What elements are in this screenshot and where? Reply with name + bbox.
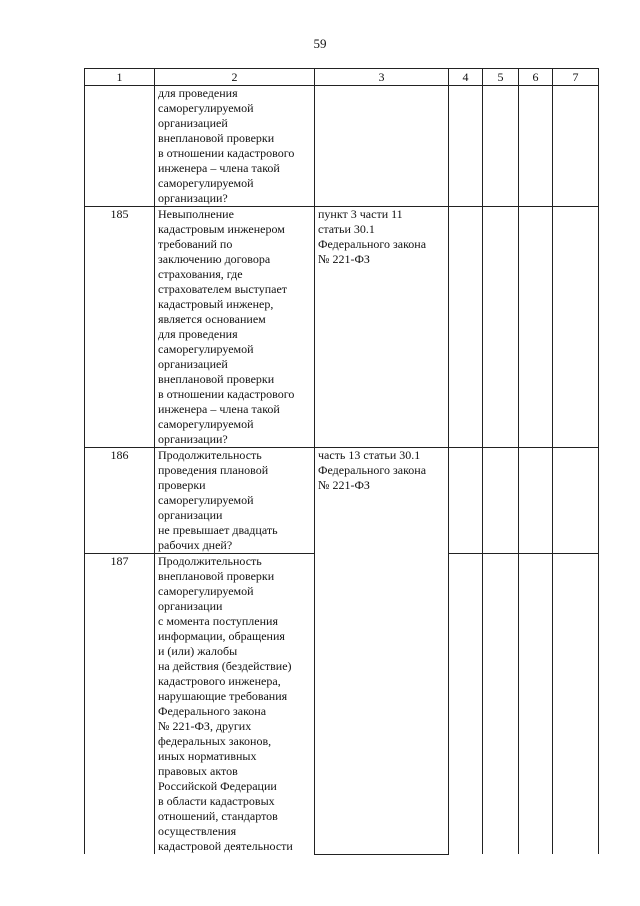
- legal-basis: пункт 3 части 11 статьи 30.1 Федерального закона № 221-ФЗ: [315, 207, 449, 448]
- requirement-text: Продолжительность проведения плановой проверки саморегулируемой организации не превышает двадцать рабочих дней?: [155, 448, 315, 554]
- answer-cell-no: [483, 86, 519, 207]
- requirements-table: [84, 68, 599, 855]
- requirement-text: для проведения саморегулируемой организацией внеплановой проверки в отношении кадастрового инженера – члена такой саморегулируемой организации?: [155, 86, 315, 207]
- answer-cell-na: [519, 86, 553, 207]
- row-number: [85, 86, 155, 207]
- header-col-2: 2: [155, 69, 315, 86]
- answer-cell-na: [519, 448, 553, 554]
- answer-cell-no: [483, 554, 519, 855]
- table-row: [85, 86, 599, 207]
- answer-cell-na: [519, 207, 553, 448]
- requirement-text: Невыполнение кадастровым инженером требований по заключению договора страхования, где страхователем выступает кадастровый инженер, является основанием для проведения саморегулируемой организацией внеплановой проверки в отношении кадастрового инженера – члена такой саморегулируемой организации?: [155, 207, 315, 448]
- answer-cell-na: [519, 554, 553, 855]
- answer-cell-yes: [449, 207, 483, 448]
- answer-cell-no: [483, 448, 519, 554]
- notes-cell: [553, 554, 599, 855]
- page-number: 59: [313, 36, 327, 51]
- answer-cell-yes: [449, 554, 483, 855]
- notes-cell: [553, 207, 599, 448]
- legal-basis: часть 13 статьи 30.1 Федерального закона № 221-ФЗ: [315, 448, 449, 855]
- header-col-3: 3: [315, 69, 449, 86]
- header-col-4: 4: [449, 69, 483, 86]
- table-header-row: [85, 69, 599, 86]
- requirement-text: Продолжительность внеплановой проверки саморегулируемой организации с момента поступления информации, обращения и (или) жалобы на действия (бездействие) кадастрового инженера, нарушающие требования Федерального закона № 221-ФЗ, других федеральных законов, иных нормативных правовых актов Российской Федерации в области кадастровых отношений, стандартов осуществления кадастровой деятельности: [155, 554, 315, 855]
- row-number: 186: [85, 448, 155, 554]
- header-col-5: 5: [483, 69, 519, 86]
- table-row: [85, 207, 599, 448]
- row-number: 185: [85, 207, 155, 448]
- header-col-7: 7: [553, 69, 599, 86]
- row-number: 187: [85, 554, 155, 855]
- header-col-1: 1: [85, 69, 155, 86]
- answer-cell-yes: [449, 86, 483, 207]
- legal-basis: [315, 86, 449, 207]
- answer-cell-no: [483, 207, 519, 448]
- notes-cell: [553, 86, 599, 207]
- answer-cell-yes: [449, 448, 483, 554]
- header-col-6: 6: [519, 69, 553, 86]
- table-row: [85, 448, 599, 554]
- notes-cell: [553, 448, 599, 554]
